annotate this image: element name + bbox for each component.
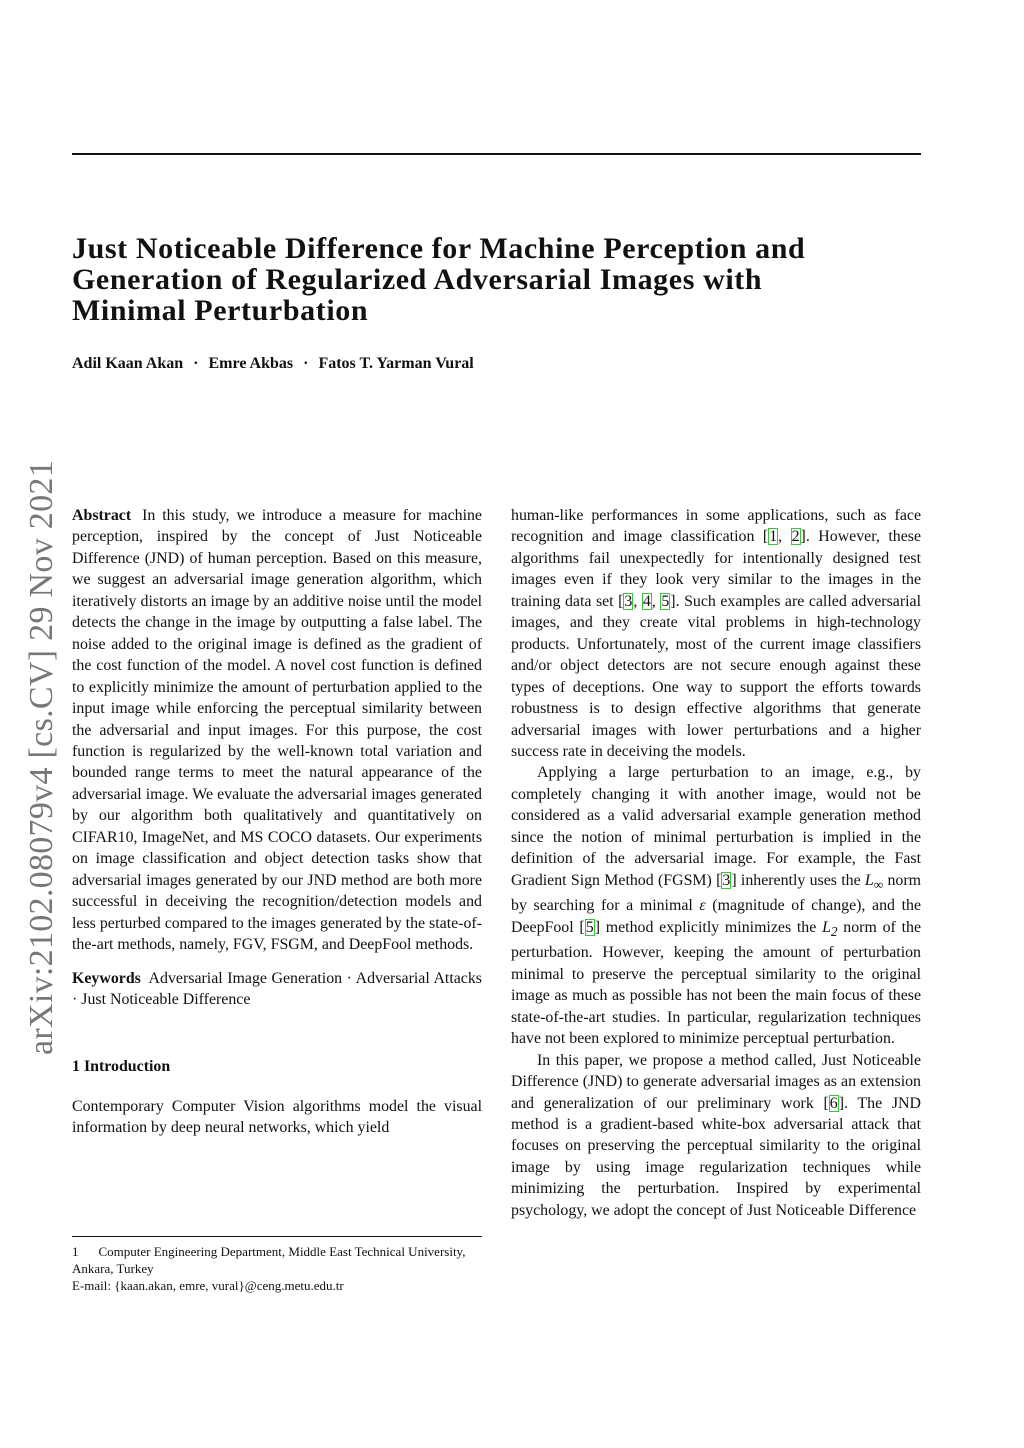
text-run: ] method explicitly minimizes the (594, 918, 823, 936)
footnote (72, 1236, 482, 1294)
footnote-email: E-mail: {kaan.akan, emre, vural}@ceng.metu.edu.tr (72, 1278, 344, 1293)
right-column (511, 505, 921, 1221)
citation-link[interactable]: 3 (624, 592, 633, 610)
text-run: , (633, 592, 642, 610)
intro-paragraph-3 (511, 1050, 921, 1222)
citation-link[interactable]: 5 (661, 592, 670, 610)
math-symbol: L (864, 871, 874, 889)
text-run: , (651, 592, 661, 610)
arxiv-identifier: arXiv:2102.08079v4 [cs.CV] 29 Nov 2021 (23, 459, 60, 1055)
text-run: , (778, 528, 791, 546)
math-subscript: 2 (830, 923, 838, 939)
intro-paragraph-left: Contemporary Computer Vision algorithms model the visual information by deep neural networks, which yield (72, 1097, 482, 1137)
abstract (72, 505, 482, 956)
text-run: ] inherently uses the (731, 871, 865, 889)
math-l2 (822, 918, 838, 939)
title-line-1: Just Noticeable Difference for Machine Perception and (72, 232, 806, 265)
citation-link[interactable]: 3 (722, 871, 731, 889)
author-1: Adil Kaan Akan (72, 355, 184, 372)
abstract-text: In this study, we introduce a measure for machine perception, inspired by the concept of Just Noticeable Difference (JND) of human perception. Based on this measure, we suggest an adversarial image generation algorithm, which iteratively distorts an image by an additive noise until the model detects the change in the image by outputting a false label. The noise added to the original image is defined as the gradient of the cost function of the model. A novel cost function is defined to explicitly minimize the amount of perturbation applied to the input image while enforcing the perceptual similarity between the adversarial and input images. For this purpose, the cost function is regularized by the well-known total variation and bounded range terms to meet the natural appearance of the adversarial image. We evaluate the adversarial images generated by our algorithm both qualitatively and quantitatively on CIFAR10, ImageNet, and MS COCO datasets. Our experiments on image classification and object detection tasks show that adversarial images generated by our JND method are both more successful in deceiving the recognition/detection models and less perturbed compared to the images generated by the state-of-the-art methods, namely, FGV, FSGM, and DeepFool methods. (72, 507, 482, 954)
section-heading (72, 1056, 482, 1077)
text-run: norm of the perturbation. However, keeping the amount of perturbation minimal to preserve the perceptual similarity to the original image as much as possible has not been the main focus of these state-of-the-art studies. In particular, regularization techniques have not been explored to minimize perceptual perturbation. (511, 918, 921, 1048)
abstract-label: Abstract (72, 507, 132, 524)
paper-title (72, 233, 952, 326)
math-epsilon: ε (699, 897, 706, 915)
author-list (72, 355, 474, 373)
citation-link[interactable]: 4 (642, 592, 651, 610)
footnote-affiliation-text: Computer Engineering Department, Middle East Technical University, Ankara, Turkey (72, 1244, 466, 1276)
text-run: norm by searching for a minimal (511, 871, 922, 915)
intro-paragraph-2 (511, 762, 921, 1049)
author-2: Emre Akbas (208, 355, 294, 372)
math-l-infinity (864, 871, 884, 892)
author-separator: · (193, 355, 199, 372)
keywords-text: Adversarial Image Generation · Adversarial Attacks · Just Noticeable Difference (72, 969, 482, 1008)
left-column (72, 505, 482, 1139)
math-symbol: L (822, 918, 831, 936)
citation-link[interactable]: 2 (791, 528, 800, 546)
section-title: Introduction (83, 1058, 171, 1076)
text-run: ]. However, these algorithms fail unexpectedly for intentionally designed test images even if they look very similar to the images in the training data set [ (511, 528, 921, 610)
text-run: ]. Such examples are called adversarial images, and they create vital problems in high-technology products. Unfortunately, most of the current image classifiers and/or object detectors are not secure enough against these types of deceptions. One way to support the efforts towards robustness is to design effective algorithms that generate adversarial images with lower perturbations and a higher success rate in deceiving the models. (511, 592, 921, 760)
title-line-3: Minimal Perturbation (72, 294, 369, 327)
author-separator: · (303, 355, 309, 372)
keywords (72, 968, 482, 1011)
keywords-label: Keywords (72, 969, 141, 987)
citation-link[interactable]: 1 (769, 528, 778, 546)
footnote-mark: 1 (72, 1244, 79, 1259)
intro-paragraph-1 (511, 505, 921, 762)
top-rule (72, 153, 921, 155)
text-run: ]. The JND method is a gradient-based white-box adversarial attack that focuses on preserving the perceptual similarity to the original image by using image regularization techniques while minimizing the perturbation. Inspired by experimental psychology, we adopt the concept of Just Noticeable Difference (511, 1094, 921, 1219)
section-number: 1 (72, 1058, 80, 1076)
text-run: In this paper, we propose a method called, Just Noticeable Difference (JND) to generate adversarial images as an extension and generalization of our preliminary work [ (511, 1051, 921, 1112)
author-3: Fatos T. Yarman Vural (318, 355, 474, 372)
title-line-2: Generation of Regularized Adversarial Images with (72, 263, 763, 296)
footnote-affiliation (72, 1243, 482, 1277)
citation-link[interactable]: 5 (585, 918, 594, 936)
citation-link[interactable]: 6 (829, 1094, 838, 1112)
text-run: human-like performances in some applications, such as face recognition and image classification [ (511, 507, 921, 546)
text-run: Applying a large perturbation to an image, e.g., by completely changing it with another image, would not be considered as a valid adversarial example generation method since the notion of minimal perturbation is implied in the definition of the adversarial image. For example, the Fast Gradient Sign Method (FGSM) [ (511, 764, 921, 889)
text-run: (magnitude of change), and the DeepFool [ (511, 897, 921, 936)
math-subscript: ∞ (873, 876, 884, 892)
